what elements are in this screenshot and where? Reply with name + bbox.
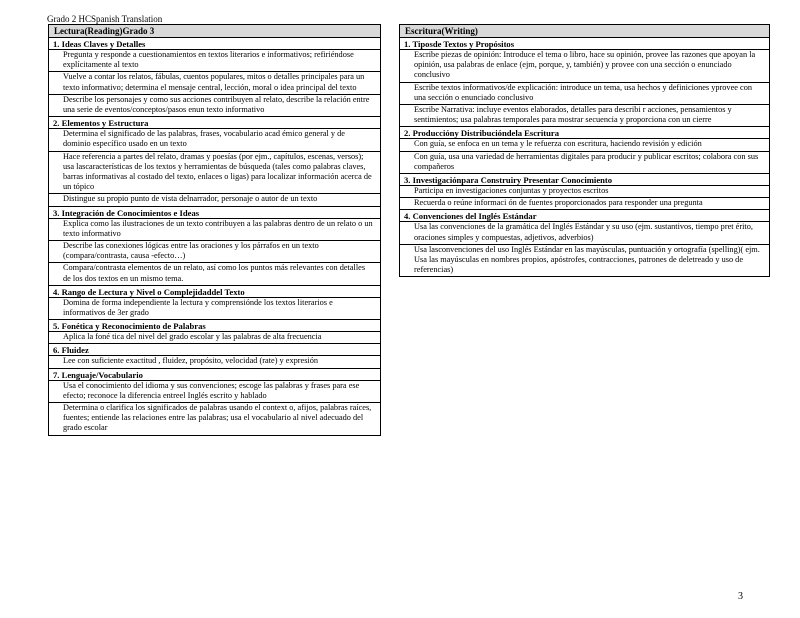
section-title: 1. Tiposde Textos y Propósitos bbox=[404, 39, 515, 49]
standard-item: Distingue su propio punto de vista delnarrador, personaje o autor de un texto bbox=[49, 193, 380, 205]
section-title: 4. Rango de Lectura y Nivel o Complejidaddel Texto bbox=[53, 286, 245, 297]
reading-column bbox=[48, 24, 381, 436]
section-title: 3. Integración de Conocimientos e Ideas bbox=[53, 207, 200, 218]
standard-item: Domina de forma independiente la lectura y comprensiónde los textos literarios e informativos de 3er grado bbox=[49, 297, 380, 319]
section-title: 4. Convenciones del Inglés Estándar bbox=[404, 211, 537, 222]
reading-section bbox=[49, 207, 380, 286]
reading-header: Lectura(Reading)Grado 3 bbox=[49, 25, 380, 38]
standard-item: Determina o clarifica los significados de palabras usando el context o, afijos, palabras raíces, fuentes; entiende las relaciones entre las palabras; usa el vocabulario al nivel adecuado del grado escolar bbox=[49, 402, 380, 435]
standard-item: Explica como las ilustraciones de un texto contribuyen a las palabras dentro de un relato o un texto informativo bbox=[49, 218, 380, 240]
section-title: 2. Produccióny Distribucióndela Escritura bbox=[404, 128, 560, 139]
reading-section bbox=[49, 369, 380, 435]
standard-item: Compara/contrasta elementos de un relato, así como los puntos más relevantes con detalles de los dos textos en un mismo tema. bbox=[49, 262, 380, 284]
section-title: 1. Ideas Claves y Detalles bbox=[53, 39, 146, 49]
standard-item: Vuelve a contar los relatos, fábulas, cuentos populares, mitos o detalles principales para un texto informativo; determina el mensaje central, lección, moral o idea principal del texto bbox=[49, 71, 380, 93]
standard-item: Describe las conexiones lógicas entre las oraciones y los párrafos en un texto (compara/contrasta, causa -efecto…) bbox=[49, 240, 380, 262]
standard-item: Lee con suficiente exactitud , fluidez, propósito, velocidad (rate) y expresión bbox=[49, 355, 380, 367]
writing-section bbox=[400, 38, 769, 127]
standard-item: Con guía, se enfoca en un tema y le refuerza con escritura, haciendo revisión y edición bbox=[400, 138, 769, 150]
standard-item: Describe los personajes y como sus acciones contribuyen al relato, describe la relación entre una serie de eventos/conceptos/pasos enun texto informativo bbox=[49, 94, 380, 116]
reading-section bbox=[49, 286, 380, 320]
reading-sections bbox=[49, 38, 380, 435]
reading-section bbox=[49, 320, 380, 344]
standard-item: Con guía, usa una variedad de herramientas digitales para producir y publicar escritos; colabora con sus compañeros bbox=[400, 151, 769, 173]
writing-sections bbox=[400, 38, 769, 276]
writing-header: Escritura(Writing) bbox=[400, 25, 769, 38]
standard-item: Aplica la foné tica del nivel del grado escolar y las palabras de alta frecuencia bbox=[49, 331, 380, 343]
standard-item: Escribe Narrativa: incluye eventos elaborados, detalles para describi r acciones, pensamientos y sentimientos; usa palabras temporales para mostrar secuencia y proporciona con un cierre bbox=[400, 104, 769, 126]
section-title: 6. Fluidez bbox=[53, 345, 89, 356]
writing-section bbox=[400, 127, 769, 174]
standard-item: Escribe textos informativos/de explicación: introduce un tema, usa hechos y definiciones yprovee con una sección o enunciado conclusivo bbox=[400, 82, 769, 104]
standard-item: Pregunta y responde a cuestionamientos en textos literarios e informativos; refiriéndose explícitamente al texto bbox=[49, 49, 380, 71]
standard-item: Hace referencia a partes del relato, dramas y poesías (por ejm., capítulos, escenas, versos); usa lascaracterísticas de los textos y herramientas de búsqueda (tales como palabras claves, barras informativas al costado del texto, enlaces o ligas) para localizar información acerca de un tópico bbox=[49, 151, 380, 194]
writing-section bbox=[400, 210, 769, 276]
section-title: 3. Investigaciónpara Construiry Presentar Conocimiento bbox=[404, 175, 613, 186]
writing-section bbox=[400, 174, 769, 210]
reading-section bbox=[49, 117, 380, 206]
standard-item: Determina el significado de las palabras, frases, vocabulario acad émico general y de dominio específico usado en un texto bbox=[49, 128, 380, 150]
standard-item: Usa las convenciones de la gramática del Inglés Estándar y su uso (ejm. sustantivos, tiempo pret érito, oraciones simples y compuestas, adjetivos, adverbios) bbox=[400, 221, 769, 243]
standard-item: Usa lasconvenciones del uso Inglés Estándar en las mayúsculas, puntuación y ortografía (spelling)( ejm. Usa las mayúsculas en nombres propios, apóstrofes, contracciones, patrones de deletreado y uso de referencias) bbox=[400, 244, 769, 277]
document-title: Grado 2 HCSpanish Translation bbox=[47, 14, 163, 24]
section-title: 2. Elementos y Estructura bbox=[53, 118, 149, 129]
writing-column bbox=[399, 24, 770, 277]
standard-item: Usa el conocimiento del idioma y sus convenciones; escoge las palabras y frases para ese efecto; reconoce la diferencia entreel Inglés escrito y hablado bbox=[49, 380, 380, 402]
section-title: 7. Lenguaje/Vocabulario bbox=[53, 369, 143, 380]
reading-section bbox=[49, 344, 380, 368]
standard-item: Participa en investigaciones conjuntas y proyectos escritos bbox=[400, 185, 769, 197]
reading-section bbox=[49, 38, 380, 117]
page-number: 3 bbox=[738, 591, 743, 602]
standard-item: Escribe piezas de opinión: Introduce el tema o libro, hace su opinión, provee las razones que apoyan la opinión, usa palabras de enlace (ejm, porque, y, también) y provee con una sección o enunciado conclusivo bbox=[400, 49, 769, 82]
standard-item: Recuerda o reúne informaci ón de fuentes proporcionados para responder una pregunta bbox=[400, 197, 769, 209]
section-title: 5. Fonética y Reconocimiento de Palabras bbox=[53, 321, 206, 332]
